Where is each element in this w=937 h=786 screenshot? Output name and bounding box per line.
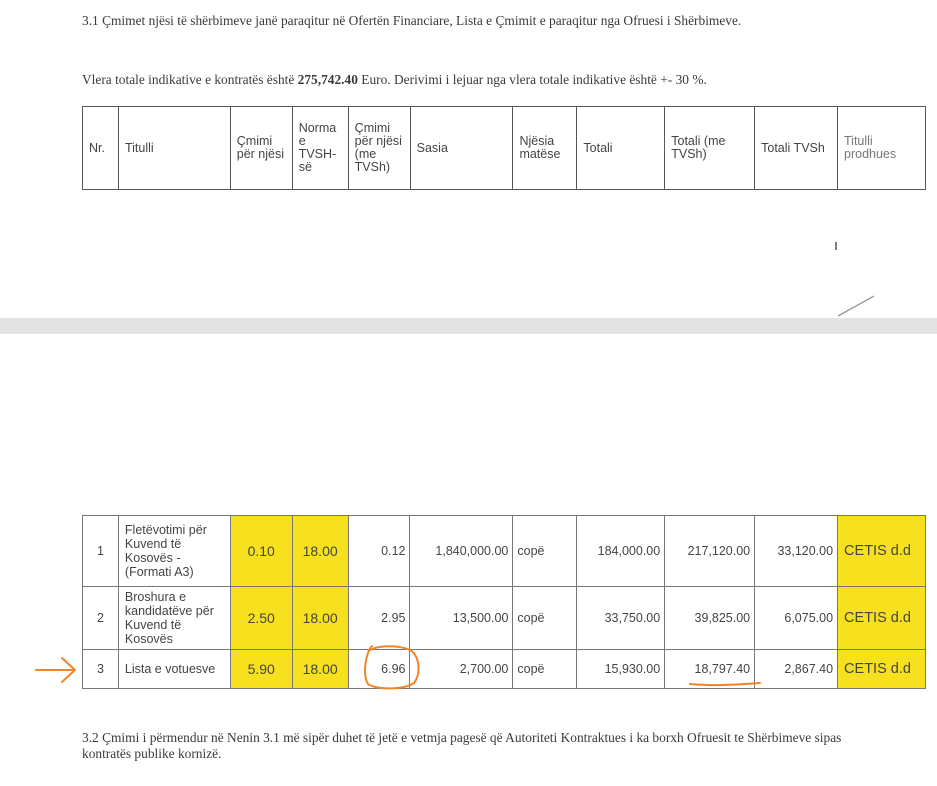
header-vat-total: Totali TVSh bbox=[755, 107, 838, 190]
row-vat-total: 6,075.00 bbox=[755, 587, 838, 650]
table-row bbox=[83, 650, 926, 689]
price-table-header bbox=[82, 106, 926, 190]
section-3-3-partial bbox=[82, 780, 852, 786]
row-title: Fletëvotimi për Kuvend të Kosovës - (Formati A3) bbox=[118, 516, 230, 587]
row-producer: CETIS d.d bbox=[838, 516, 926, 587]
header-total-vat-incl: Totali (me TVSh) bbox=[665, 107, 755, 190]
header-unit-price-vat: Çmimi për njësi (me TVSh) bbox=[348, 107, 410, 190]
row-quantity: 13,500.00 bbox=[410, 587, 513, 650]
price-table-body bbox=[82, 515, 926, 689]
arrow-annotation-icon bbox=[36, 658, 75, 682]
row-unit-price-vat: 0.12 bbox=[348, 516, 410, 587]
contract-value-paragraph bbox=[82, 72, 852, 88]
table-row bbox=[83, 516, 926, 587]
row-unit-price: 5.90 bbox=[230, 650, 292, 689]
row-producer: CETIS d.d bbox=[838, 650, 926, 689]
row-vat-rate: 18.00 bbox=[292, 516, 348, 587]
header-vat-rate: Norma e TVSH-së bbox=[292, 107, 348, 190]
header-unit-price: Çmimi për njësi bbox=[230, 107, 292, 190]
row-unit-price: 2.50 bbox=[230, 587, 292, 650]
value-prefix: Vlera totale indikative e kontratës është bbox=[82, 72, 298, 87]
header-unit: Njësia matëse bbox=[513, 107, 577, 190]
row-nr: 3 bbox=[83, 650, 119, 689]
row-unit: copë bbox=[513, 650, 577, 689]
row-total-vat-incl: 39,825.00 bbox=[665, 587, 755, 650]
row-total-vat-incl: 217,120.00 bbox=[665, 516, 755, 587]
page-separator bbox=[0, 318, 937, 334]
header-quantity: Sasia bbox=[410, 107, 513, 190]
row-unit: copë bbox=[513, 516, 577, 587]
row-producer: CETIS d.d bbox=[838, 587, 926, 650]
row-nr: 1 bbox=[83, 516, 119, 587]
row-total: 184,000.00 bbox=[577, 516, 665, 587]
row-title: Broshura e kandidatëve për Kuvend të Kosovës bbox=[118, 587, 230, 650]
section-3-2-paragraph: 3.2 Çmimi i përmendur në Nenin 3.1 më sipër duhet të jetë e vetmja pagesë që Autoriteti Kontraktues i ka borxh Ofruesit te Shërbimeve sipas kontratës publike kornizë. bbox=[82, 730, 842, 761]
value-suffix: Euro. Derivimi i lejuar nga vlera totale indikative është +- 30 %. bbox=[357, 72, 707, 87]
row-quantity: 1,840,000.00 bbox=[410, 516, 513, 587]
row-vat-rate: 18.00 bbox=[292, 650, 348, 689]
row-unit: copë bbox=[513, 587, 577, 650]
row-quantity: 2,700.00 bbox=[410, 650, 513, 689]
row-nr: 2 bbox=[83, 587, 119, 650]
section-3-1-paragraph: 3.1 Çmimet njësi të shërbimeve janë paraqitur në Ofertën Financiare, Lista e Çmimit e paraqitur nga Ofruesi i Shërbimeve. bbox=[82, 13, 742, 28]
header-nr: Nr. bbox=[83, 107, 119, 190]
row-vat-total: 33,120.00 bbox=[755, 516, 838, 587]
row-vat-rate: 18.00 bbox=[292, 587, 348, 650]
header-total: Totali bbox=[577, 107, 665, 190]
document-page-bottom bbox=[0, 334, 937, 786]
row-total-vat-incl: 18,797.40 bbox=[665, 650, 755, 689]
document-page-top bbox=[0, 0, 937, 318]
row-unit-price-vat: 6.96 bbox=[348, 650, 410, 689]
row-title: Lista e votuesve bbox=[118, 650, 230, 689]
contract-total-amount: 275,742.40 bbox=[297, 72, 358, 87]
header-title: Titulli bbox=[118, 107, 230, 190]
table-row bbox=[83, 587, 926, 650]
row-unit-price-vat: 2.95 bbox=[348, 587, 410, 650]
row-total: 15,930.00 bbox=[577, 650, 665, 689]
row-unit-price: 0.10 bbox=[230, 516, 292, 587]
row-vat-total: 2,867.40 bbox=[755, 650, 838, 689]
row-total: 33,750.00 bbox=[577, 587, 665, 650]
header-producer: Titulli prodhues bbox=[838, 107, 926, 190]
